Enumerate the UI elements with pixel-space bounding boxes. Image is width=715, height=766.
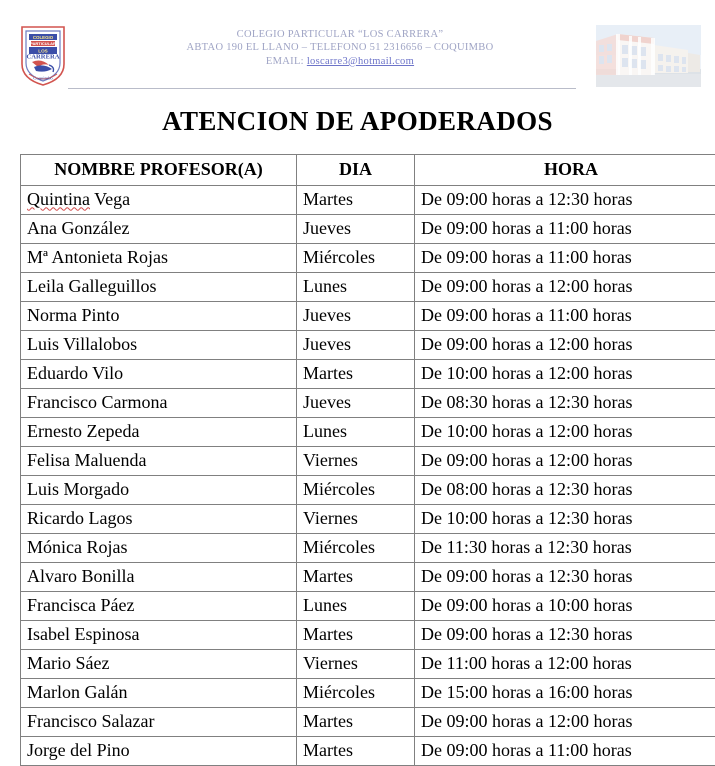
- cell-hora: De 09:00 horas a 12:00 horas: [415, 331, 715, 360]
- cell-nombre: Alvaro Bonilla: [21, 563, 297, 592]
- table-row: [21, 418, 715, 447]
- cell-dia: Lunes: [297, 273, 415, 302]
- table-row: [21, 592, 715, 621]
- cell-dia: Jueves: [297, 215, 415, 244]
- cell-dia: Viernes: [297, 447, 415, 476]
- table-row: [21, 273, 715, 302]
- cell-nombre: Ricardo Lagos: [21, 505, 297, 534]
- cell-nombre: Eduardo Vilo: [21, 360, 297, 389]
- cell-dia: Jueves: [297, 389, 415, 418]
- school-crest-logo: [19, 24, 67, 88]
- email-link[interactable]: loscarre3@hotmail.com: [307, 56, 414, 67]
- cell-nombre: Mónica Rojas: [21, 534, 297, 563]
- cell-hora: De 09:00 horas a 11:00 horas: [415, 737, 715, 766]
- table-header-row: [21, 155, 715, 186]
- cell-hora: De 09:00 horas a 12:30 horas: [415, 563, 715, 592]
- table-row: [21, 215, 715, 244]
- svg-text:PARTICULAR: PARTICULAR: [30, 41, 56, 46]
- table-row: [21, 331, 715, 360]
- cell-dia: Viernes: [297, 505, 415, 534]
- cell-nombre: Felisa Maluenda: [21, 447, 297, 476]
- cell-nombre: Jorge del Pino: [21, 737, 297, 766]
- schedule-table-body: [21, 186, 715, 766]
- cell-dia: Martes: [297, 186, 415, 215]
- cell-nombre: Marlon Galán: [21, 679, 297, 708]
- cell-hora: De 09:00 horas a 11:00 horas: [415, 302, 715, 331]
- cell-nombre: Francisca Páez: [21, 592, 297, 621]
- table-row: [21, 186, 715, 215]
- table-row: [21, 447, 715, 476]
- svg-text:LOS: LOS: [38, 48, 47, 53]
- cell-hora: De 08:00 horas a 12:30 horas: [415, 476, 715, 505]
- cell-hora: De 11:30 horas a 12:30 horas: [415, 534, 715, 563]
- cell-hora: De 09:00 horas a 12:00 horas: [415, 447, 715, 476]
- cell-hora: De 10:00 horas a 12:30 horas: [415, 505, 715, 534]
- header-divider-rule: [68, 88, 576, 89]
- cell-nombre: Luis Villalobos: [21, 331, 297, 360]
- letterhead-line-school-name: COLEGIO PARTICULAR “LOS CARRERA”: [130, 28, 550, 41]
- schedule-table: [20, 154, 715, 766]
- table-row: [21, 302, 715, 331]
- cell-nombre: Luis Morgado: [21, 476, 297, 505]
- cell-nombre: Ana González: [21, 215, 297, 244]
- cell-dia: Miércoles: [297, 476, 415, 505]
- svg-text:CARRERA: CARRERA: [27, 54, 60, 61]
- cell-nombre: Mario Sáez: [21, 650, 297, 679]
- svg-text:Coquimbo: Coquimbo: [33, 76, 53, 81]
- table-row: [21, 534, 715, 563]
- table-row: [21, 708, 715, 737]
- letterhead-address-block: [130, 28, 550, 68]
- table-row: [21, 360, 715, 389]
- column-header-nombre: NOMBRE PROFESOR(A): [21, 155, 297, 186]
- cell-dia: Lunes: [297, 592, 415, 621]
- letterhead-line-address: ABTAO 190 EL LLANO – TELEFONO 51 2316656 – COQUIMBO: [130, 41, 550, 54]
- cell-hora: De 09:00 horas a 10:00 horas: [415, 592, 715, 621]
- cell-dia: Lunes: [297, 418, 415, 447]
- table-row: [21, 737, 715, 766]
- letterhead: [0, 0, 715, 92]
- svg-text:COLEGIO: COLEGIO: [33, 35, 54, 40]
- cell-nombre: Isabel Espinosa: [21, 621, 297, 650]
- cell-hora: De 08:30 horas a 12:30 horas: [415, 389, 715, 418]
- cell-dia: Martes: [297, 737, 415, 766]
- cell-dia: Viernes: [297, 650, 415, 679]
- cell-dia: Martes: [297, 360, 415, 389]
- cell-dia: Martes: [297, 708, 415, 737]
- table-row: [21, 389, 715, 418]
- page-title: ATENCION DE APODERADOS: [0, 92, 715, 137]
- cell-hora: De 10:00 horas a 12:00 horas: [415, 360, 715, 389]
- cell-dia: Jueves: [297, 331, 415, 360]
- cell-dia: Miércoles: [297, 244, 415, 273]
- cell-dia: Martes: [297, 563, 415, 592]
- cell-hora: De 09:00 horas a 11:00 horas: [415, 244, 715, 273]
- cell-hora: De 09:00 horas a 12:30 horas: [415, 186, 715, 215]
- table-row: [21, 505, 715, 534]
- school-building-photo: [596, 25, 701, 87]
- letterhead-line-email: [130, 55, 550, 68]
- cell-nombre: Mª Antonieta Rojas: [21, 244, 297, 273]
- cell-dia: Jueves: [297, 302, 415, 331]
- cell-hora: De 09:00 horas a 12:00 horas: [415, 273, 715, 302]
- cell-hora: De 09:00 horas a 11:00 horas: [415, 215, 715, 244]
- cell-hora: De 15:00 horas a 16:00 horas: [415, 679, 715, 708]
- cell-hora: De 11:00 horas a 12:00 horas: [415, 650, 715, 679]
- cell-hora: De 09:00 horas a 12:00 horas: [415, 708, 715, 737]
- cell-dia: Miércoles: [297, 534, 415, 563]
- cell-dia: Martes: [297, 621, 415, 650]
- table-row: [21, 244, 715, 273]
- cell-nombre: Leila Galleguillos: [21, 273, 297, 302]
- column-header-dia: DIA: [297, 155, 415, 186]
- column-header-hora: HORA: [415, 155, 715, 186]
- cell-nombre: Norma Pinto: [21, 302, 297, 331]
- cell-nombre: Quintina Vega: [21, 186, 297, 215]
- cell-nombre: Francisco Carmona: [21, 389, 297, 418]
- table-row: [21, 476, 715, 505]
- email-label: EMAIL:: [266, 56, 304, 67]
- cell-dia: Miércoles: [297, 679, 415, 708]
- cell-hora: De 09:00 horas a 12:30 horas: [415, 621, 715, 650]
- cell-nombre: Ernesto Zepeda: [21, 418, 297, 447]
- cell-hora: De 10:00 horas a 12:00 horas: [415, 418, 715, 447]
- table-row: [21, 650, 715, 679]
- table-row: [21, 679, 715, 708]
- schedule-table-container: [20, 154, 690, 766]
- cell-nombre: Francisco Salazar: [21, 708, 297, 737]
- table-row: [21, 621, 715, 650]
- table-row: [21, 563, 715, 592]
